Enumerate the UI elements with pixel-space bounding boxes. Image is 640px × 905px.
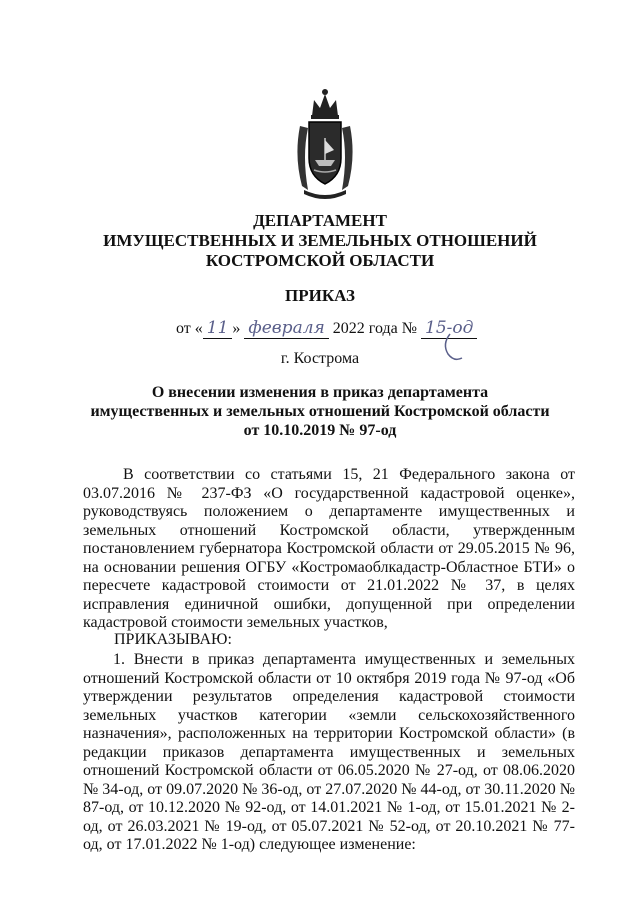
department-name-line-2: ИМУЩЕСТВЕННЫХ И ЗЕМЕЛЬНЫХ ОТНОШЕНИЙ — [103, 231, 537, 250]
subject-line-1: О внесении изменения в приказ департамента — [151, 384, 489, 401]
order-number: 15-од — [421, 318, 477, 339]
department-name-line-1: ДЕПАРТАМЕНТ — [253, 211, 387, 230]
directive-word: ПРИКАЗЫВАЮ: — [114, 631, 232, 648]
order-city: г. Кострома — [280, 350, 360, 367]
clause-1-paragraph: 1. Внести в приказ департамента имущественных и земельных отношений Костромской области от 10 октября 2019 года № 97-од «Об утверждении результатов определения кадастровой стоимости земельных участков категории «земли сельскохозяйственного назначения», расположенных на территории Костромской области» (в редакции приказов департамента имущественных и земельных отношений Костромской области от 06.05.2020 № 27-од, от 08.06.2020 № 34-од, от 09.07.2020 № 36-од, от 27.07.2020 № 44-од, от 30.11.2020 № 87-од, от 10.12.2020 № 92-од, от 14.01.2021 № 1-од, от 15.01.2021 № 2-од, от 26.03.2021 № 19-од, от 05.07.2021 № 52-од, от 20.10.2021 № 77-од, от 17.01.2022 № 1-од) следующее изменение: — [83, 651, 575, 853]
date-prefix: от « — [176, 320, 203, 337]
subject-line-2: имущественных и земельных отношений Костромской области — [90, 403, 550, 420]
department-name-line-3: КОСТРОМСКОЙ ОБЛАСТИ — [205, 251, 435, 270]
order-month: февраля — [244, 318, 328, 339]
preamble-paragraph: В соответствии со статьями 15, 21 Федерального закона от 03.07.2016 № 237-ФЗ «О государственной кадастровой оценке», руководствуясь положением о департаменте имущественных и земельных отношений Костромской области, утвержденным постановлением губернатора Костромской области от 29.05.2015 № 96, на основании решения ОГБУ «Костромаоблкадастр-Областное БТИ» о пересчете кадастровой стоимости от 21.01.2022 № 37, в целях исправления единичной ошибки, допущенной при определении кадастровой стоимости земельных участков, — [83, 466, 575, 631]
order-year-text: 2022 года № — [332, 320, 417, 337]
order-subject — [60, 383, 580, 440]
kostroma-coat-of-arms-icon — [290, 86, 360, 201]
order-date-line — [176, 318, 477, 339]
order-title: ПРИКАЗ — [285, 286, 355, 305]
subject-line-3: от 10.10.2019 № 97-од — [243, 422, 397, 439]
order-day: 11 — [203, 318, 233, 339]
date-mid: » — [232, 320, 241, 337]
